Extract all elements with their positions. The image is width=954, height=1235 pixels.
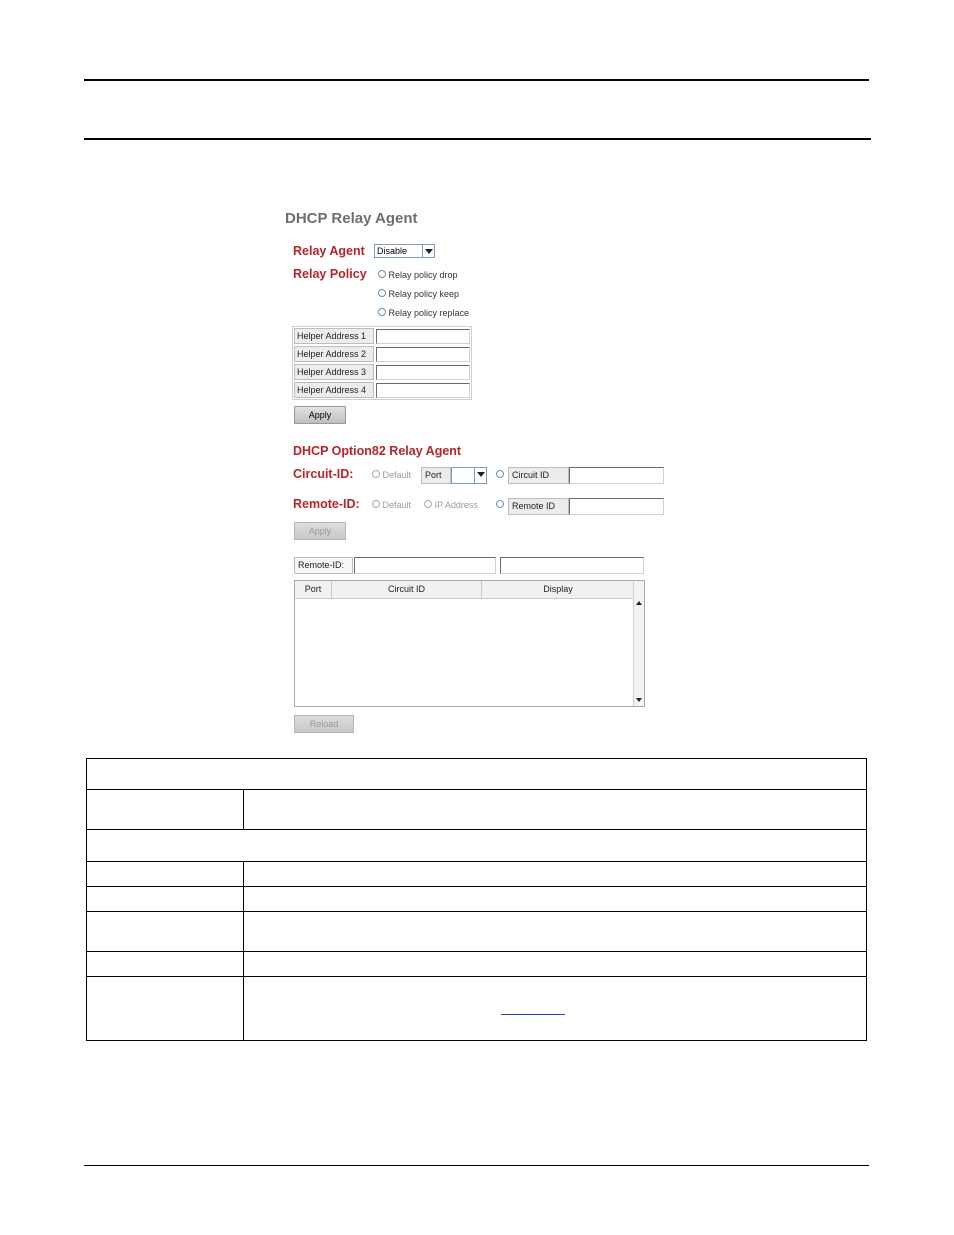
circuit-default-label: Default: [382, 470, 412, 480]
relay-agent-value: Disable: [377, 246, 408, 256]
helper-address-2-label: Helper Address 2: [294, 346, 374, 362]
remote-id-input[interactable]: [569, 498, 664, 515]
ip-address-label: IP Address: [434, 500, 478, 510]
helper-address-4-label: Helper Address 4: [294, 382, 374, 398]
remote-table-input-1[interactable]: [354, 557, 496, 574]
table-cell: [244, 887, 867, 912]
radio-icon[interactable]: [372, 500, 380, 508]
scroll-up-icon[interactable]: [636, 601, 642, 605]
port-label: Port: [421, 467, 451, 484]
table-header: [295, 581, 634, 599]
helper-address-1-input[interactable]: [376, 329, 470, 344]
radio-icon[interactable]: [372, 470, 380, 478]
column-header-display[interactable]: Display: [543, 584, 573, 594]
radio-icon[interactable]: [378, 289, 386, 297]
table-cell: [244, 912, 867, 952]
remote-id-radio[interactable]: [496, 500, 504, 508]
remote-id-table: [294, 580, 645, 707]
table-cell: [244, 790, 867, 830]
table-cell: [87, 977, 244, 1041]
table-cell: [244, 952, 867, 977]
option82-apply-button[interactable]: Apply: [294, 522, 346, 540]
footer-rule: [84, 1165, 869, 1166]
table-cell: [87, 862, 244, 887]
apply-button[interactable]: Apply: [294, 406, 346, 424]
remote-table-input-2[interactable]: [500, 557, 644, 574]
chevron-down-icon[interactable]: [422, 244, 435, 258]
link-underline[interactable]: [501, 1014, 565, 1015]
relay-agent-label: Relay Agent: [293, 244, 365, 258]
remote-ip-address-option[interactable]: [424, 500, 478, 510]
table-row: [87, 830, 867, 862]
table-cell: [244, 862, 867, 887]
column-header-circuit-id[interactable]: Circuit ID: [332, 581, 482, 598]
relay-policy-option-label: Relay policy drop: [388, 270, 458, 280]
remote-default-option[interactable]: [372, 500, 411, 510]
helper-address-3-input[interactable]: [376, 365, 470, 380]
header-rule-top: [84, 79, 869, 81]
table-cell: [87, 952, 244, 977]
description-table: [86, 758, 867, 1041]
table-scrollbar[interactable]: [633, 581, 644, 706]
remote-id-label: Remote-ID:: [293, 497, 360, 511]
scroll-down-icon[interactable]: [636, 698, 642, 702]
relay-policy-option-keep[interactable]: [378, 289, 459, 299]
helper-address-2-input[interactable]: [376, 347, 470, 362]
radio-icon[interactable]: [378, 270, 386, 278]
relay-policy-option-replace[interactable]: [378, 308, 469, 318]
circuit-id-field-label: Circuit ID: [508, 467, 569, 484]
table-cell: [244, 977, 867, 1041]
column-header-port[interactable]: Port: [295, 581, 332, 598]
relay-policy-option-label: Relay policy keep: [388, 289, 460, 299]
circuit-id-radio[interactable]: [496, 470, 504, 478]
relay-policy-option-drop[interactable]: [378, 270, 458, 280]
helper-address-1-label: Helper Address 1: [294, 328, 374, 344]
circuit-id-input[interactable]: [569, 467, 664, 484]
relay-policy-label: Relay Policy: [293, 267, 367, 281]
remote-default-label: Default: [382, 500, 412, 510]
page-title: DHCP Relay Agent: [285, 210, 418, 227]
table-cell: [87, 912, 244, 952]
header-rule-bottom: [84, 138, 871, 140]
chevron-down-icon[interactable]: [474, 467, 487, 484]
reload-button[interactable]: Reload: [294, 715, 354, 733]
table-cell: [87, 887, 244, 912]
relay-policy-option-label: Relay policy replace: [388, 308, 470, 318]
circuit-default-option[interactable]: [372, 470, 411, 480]
remote-id-field-label: Remote ID: [508, 498, 569, 515]
port-select[interactable]: [451, 467, 487, 484]
circuit-id-label: Circuit-ID:: [293, 467, 354, 481]
option82-title: DHCP Option82 Relay Agent: [293, 444, 462, 458]
radio-icon[interactable]: [378, 308, 386, 316]
table-row: [87, 759, 867, 790]
remote-table-label: Remote-ID:: [294, 557, 353, 574]
helper-address-3-label: Helper Address 3: [294, 364, 374, 380]
helper-address-4-input[interactable]: [376, 383, 470, 398]
relay-agent-select[interactable]: [374, 244, 435, 258]
radio-icon[interactable]: [424, 500, 432, 508]
table-cell: [87, 790, 244, 830]
